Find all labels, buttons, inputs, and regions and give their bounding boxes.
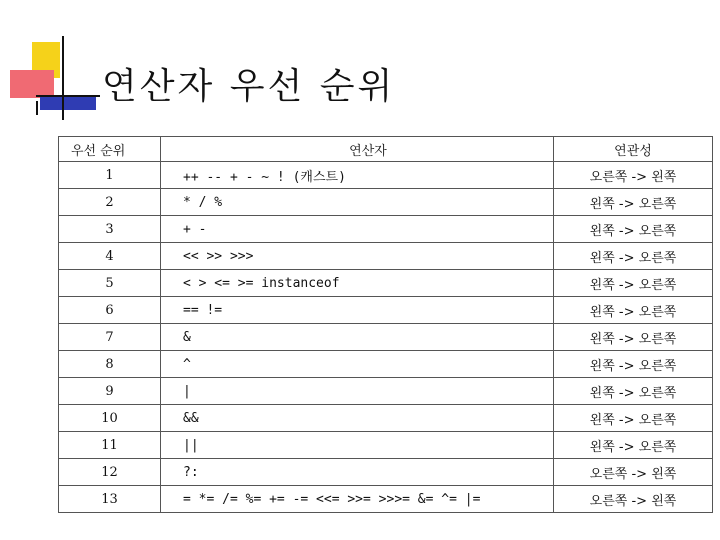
associativity-cell: 오른쪽 -> 왼쪽 <box>554 162 713 189</box>
rank-cell: 1 <box>59 162 161 189</box>
associativity-cell: 오른쪽 -> 왼쪽 <box>554 486 713 513</box>
rank-cell: 6 <box>59 297 161 324</box>
associativity-cell: 왼쪽 -> 오른쪽 <box>554 324 713 351</box>
associativity-cell: 왼쪽 -> 오른쪽 <box>554 270 713 297</box>
slide-logo-decoration <box>0 0 100 120</box>
header-associativity: 연관성 <box>554 137 713 162</box>
operators-cell: || <box>161 432 554 459</box>
header-operators: 연산자 <box>161 137 554 162</box>
operators-cell: = *= /= %= += -= <<= >>= >>>= &= ^= |= <box>161 486 554 513</box>
table-row <box>59 270 713 297</box>
rank-cell: 9 <box>59 378 161 405</box>
rank-cell: 13 <box>59 486 161 513</box>
operators-cell: ?: <box>161 459 554 486</box>
table-row <box>59 162 713 189</box>
associativity-cell: 왼쪽 -> 오른쪽 <box>554 432 713 459</box>
associativity-cell: 왼쪽 -> 오른쪽 <box>554 378 713 405</box>
operators-cell: < > <= >= instanceof <box>161 270 554 297</box>
associativity-cell: 오른쪽 -> 왼쪽 <box>554 459 713 486</box>
table-row <box>59 378 713 405</box>
vertical-line-decoration <box>62 36 64 120</box>
header-rank: 우선 순위 <box>59 137 161 162</box>
rank-cell: 11 <box>59 432 161 459</box>
operators-cell: << >> >>> <box>161 243 554 270</box>
rank-cell: 3 <box>59 216 161 243</box>
table-row <box>59 189 713 216</box>
tick-line-decoration <box>36 101 38 115</box>
table-row <box>59 243 713 270</box>
table-row <box>59 432 713 459</box>
red-square-decoration <box>10 70 54 98</box>
operators-cell: + - <box>161 216 554 243</box>
rank-cell: 2 <box>59 189 161 216</box>
table-row <box>59 405 713 432</box>
associativity-cell: 왼쪽 -> 오른쪽 <box>554 216 713 243</box>
operators-cell: == != <box>161 297 554 324</box>
operators-cell: & <box>161 324 554 351</box>
table-row <box>59 297 713 324</box>
operators-cell: && <box>161 405 554 432</box>
associativity-cell: 왼쪽 -> 오른쪽 <box>554 351 713 378</box>
horizontal-line-decoration <box>36 95 100 97</box>
rank-cell: 5 <box>59 270 161 297</box>
rank-cell: 8 <box>59 351 161 378</box>
table-row <box>59 324 713 351</box>
table-row <box>59 486 713 513</box>
table-row <box>59 216 713 243</box>
blue-bar-decoration <box>40 96 96 110</box>
slide-title: 연산자 우선 순위 <box>102 66 396 108</box>
operators-cell: ++ -- + - ~ ! (캐스트) <box>161 162 554 189</box>
rank-cell: 10 <box>59 405 161 432</box>
associativity-cell: 왼쪽 -> 오른쪽 <box>554 405 713 432</box>
rank-cell: 4 <box>59 243 161 270</box>
table-row <box>59 351 713 378</box>
table-header-row <box>59 137 713 162</box>
associativity-cell: 왼쪽 -> 오른쪽 <box>554 189 713 216</box>
associativity-cell: 왼쪽 -> 오른쪽 <box>554 297 713 324</box>
operators-cell: * / % <box>161 189 554 216</box>
operator-precedence-table <box>58 136 713 513</box>
operators-cell: ^ <box>161 351 554 378</box>
operators-cell: | <box>161 378 554 405</box>
rank-cell: 12 <box>59 459 161 486</box>
rank-cell: 7 <box>59 324 161 351</box>
associativity-cell: 왼쪽 -> 오른쪽 <box>554 243 713 270</box>
table-row <box>59 459 713 486</box>
